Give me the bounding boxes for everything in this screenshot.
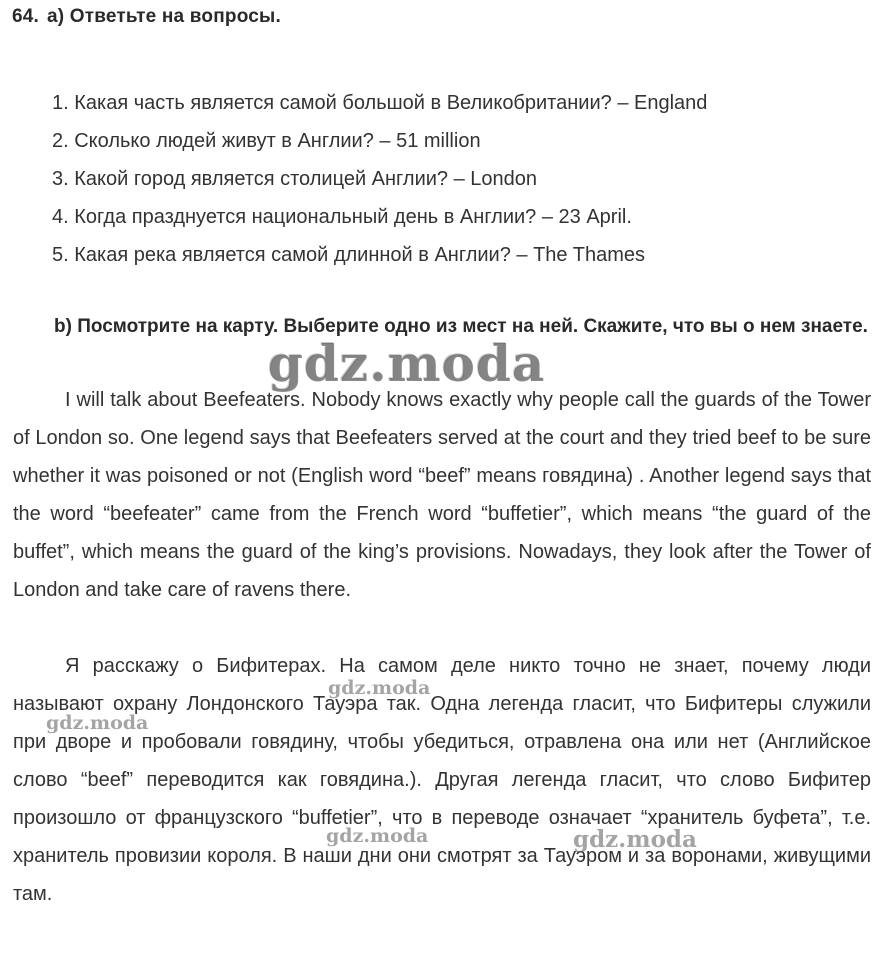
exercise-number: 64. [12, 6, 40, 27]
exercise-heading [12, 6, 281, 28]
part-b-title: b) Посмотрите на карту. Выберите одно из мест на ней. Скажите, что вы о нем знаете. [54, 316, 868, 337]
question-item: 5. Какая река является самой длинной в Англии? – The Thames [52, 244, 645, 266]
watermark-logo-large: gdz.moda [268, 334, 546, 393]
question-item: 3. Какой город является столицей Англии? – London [52, 168, 538, 190]
question-item: 4. Когда празднуется национальный день в Англии? – 23 April. [52, 206, 632, 228]
part-a-title: а) Ответьте на вопросы. [47, 6, 281, 27]
watermark-logo: gdz.moda [573, 826, 697, 853]
watermark-logo: gdz.moda [328, 677, 431, 699]
watermark-logo: gdz.moda [46, 712, 149, 734]
question-item: 2. Сколько людей живут в Англии? – 51 million [52, 130, 481, 152]
questions-list [52, 84, 707, 274]
watermark-logo: gdz.moda [326, 825, 429, 847]
english-paragraph: I will talk about Beefeaters. Nobody knows exactly why people call the guards of the Tower of London so. One legend says that Beefeaters served at the court and they tried beef to be sure whether it was poisoned or not (English word “beef” means говядина) . Another legend says that the word “beefeater” came from the French word “buffetier”, which means “the guard of the buffet”, which means the guard of the king’s provisions. Nowadays, they look after the Tower of London and take care of ravens there. [13, 389, 871, 601]
russian-paragraph: Я расскажу о Бифитерах. На самом деле никто точно не знает, почему люди называют охрану Лондонского Тауэра так. Одна легенда гласит, что Бифитеры служили при дворе и пробовали говядину, чтобы убедиться, отравлена она или нет (Английское слово “beef” переводится как говядина.). Другая легенда гласит, что слово Бифитер произошло от французского “buffetier”, что в переводе означает “хранитель буфета”, т.е. хранитель провизии короля. В наши дни они смотрят за Тауэром и за воронами, живущими там. [13, 655, 871, 905]
question-item: 1. Какая часть является самой большой в Великобритании? – England [52, 92, 708, 114]
